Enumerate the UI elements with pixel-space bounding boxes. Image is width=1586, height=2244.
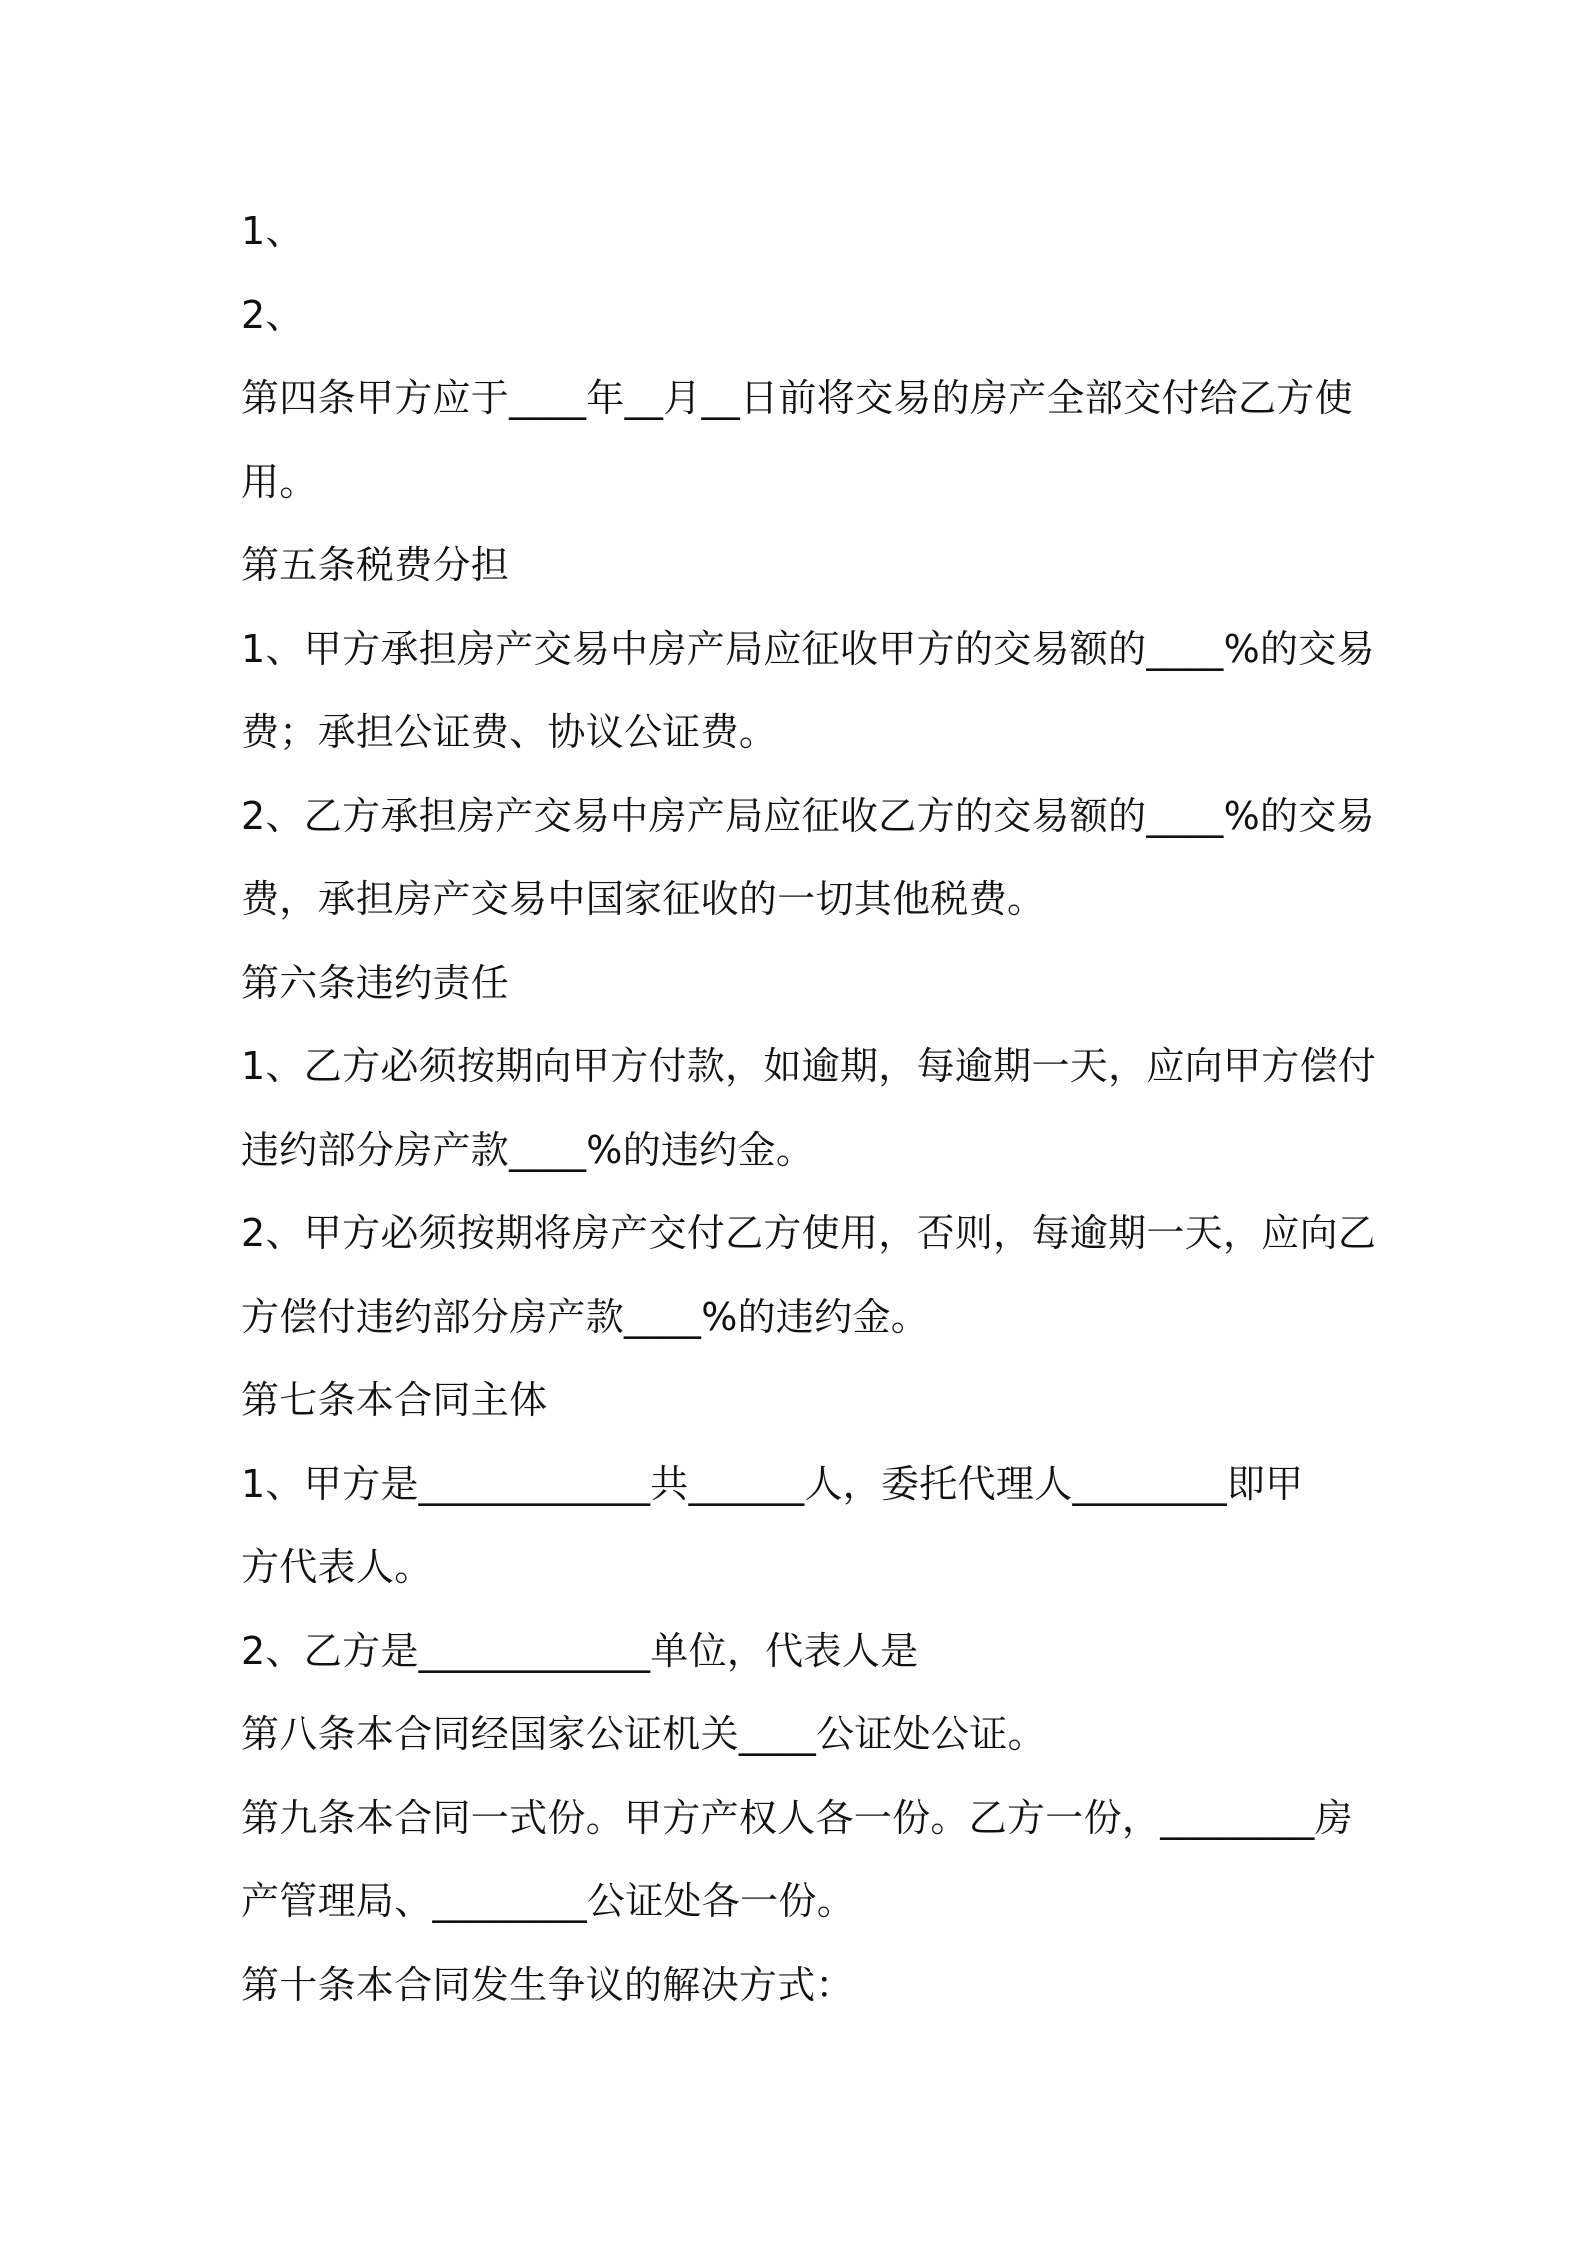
article-6-item-1-line-1: 1、乙方必须按期向甲方付款，如逾期，每逾期一天，应向甲方偿付 bbox=[241, 1044, 1377, 1088]
article-5-item-1-line-2: 费；承担公证费、协议公证费。 bbox=[241, 710, 778, 754]
list-item-2: 2、 bbox=[241, 292, 304, 337]
article-6-item-1-line-2: 违约部分房产款____%的违约金。 bbox=[241, 1127, 815, 1172]
article-5-heading: 第五条税费分担 bbox=[241, 543, 510, 587]
article-8: 第八条本合同经国家公证机关____公证处公证。 bbox=[241, 1712, 1046, 1756]
article-7-heading: 第七条本合同主体 bbox=[241, 1378, 548, 1422]
article-9-line-1: 第九条本合同一式份。甲方产权人各一份。乙方一份，________房 bbox=[241, 1795, 1353, 1840]
article-6-item-2-line-1: 2、甲方必须按期将房产交付乙方使用，否则，每逾期一天，应向乙 bbox=[241, 1211, 1377, 1255]
article-7-item-1-line-1: 1、甲方是____________共______人，委托代理人________即甲 bbox=[241, 1461, 1304, 1506]
article-5-item-1-line-1: 1、甲方承担房产交易中房产局应征收甲方的交易额的____%的交易 bbox=[241, 626, 1375, 671]
article-4-line-1: 第四条甲方应于____年__月__日前将交易的房产全部交付给乙方使 bbox=[241, 376, 1353, 420]
article-4-line-2: 用。 bbox=[241, 459, 318, 504]
article-5-item-2-line-1: 2、乙方承担房产交易中房产局应征收乙方的交易额的____%的交易 bbox=[241, 793, 1375, 838]
article-7-item-2: 2、乙方是____________单位，代表人是 bbox=[241, 1628, 919, 1673]
article-9-line-2: 产管理局、________公证处各一份。 bbox=[241, 1879, 856, 1923]
article-6-heading: 第六条违约责任 bbox=[241, 960, 510, 1005]
list-item-1: 1、 bbox=[241, 209, 304, 253]
document-body bbox=[241, 190, 1377, 2027]
article-5-item-2-line-2: 费，承担房产交易中国家征收的一切其他税费。 bbox=[241, 877, 1046, 921]
article-6-item-2-line-2: 方偿付违约部分房产款____%的违约金。 bbox=[241, 1294, 930, 1339]
article-10-heading: 第十条本合同发生争议的解决方式： bbox=[241, 1962, 854, 2007]
article-7-item-1-line-2: 方代表人。 bbox=[241, 1545, 433, 1589]
